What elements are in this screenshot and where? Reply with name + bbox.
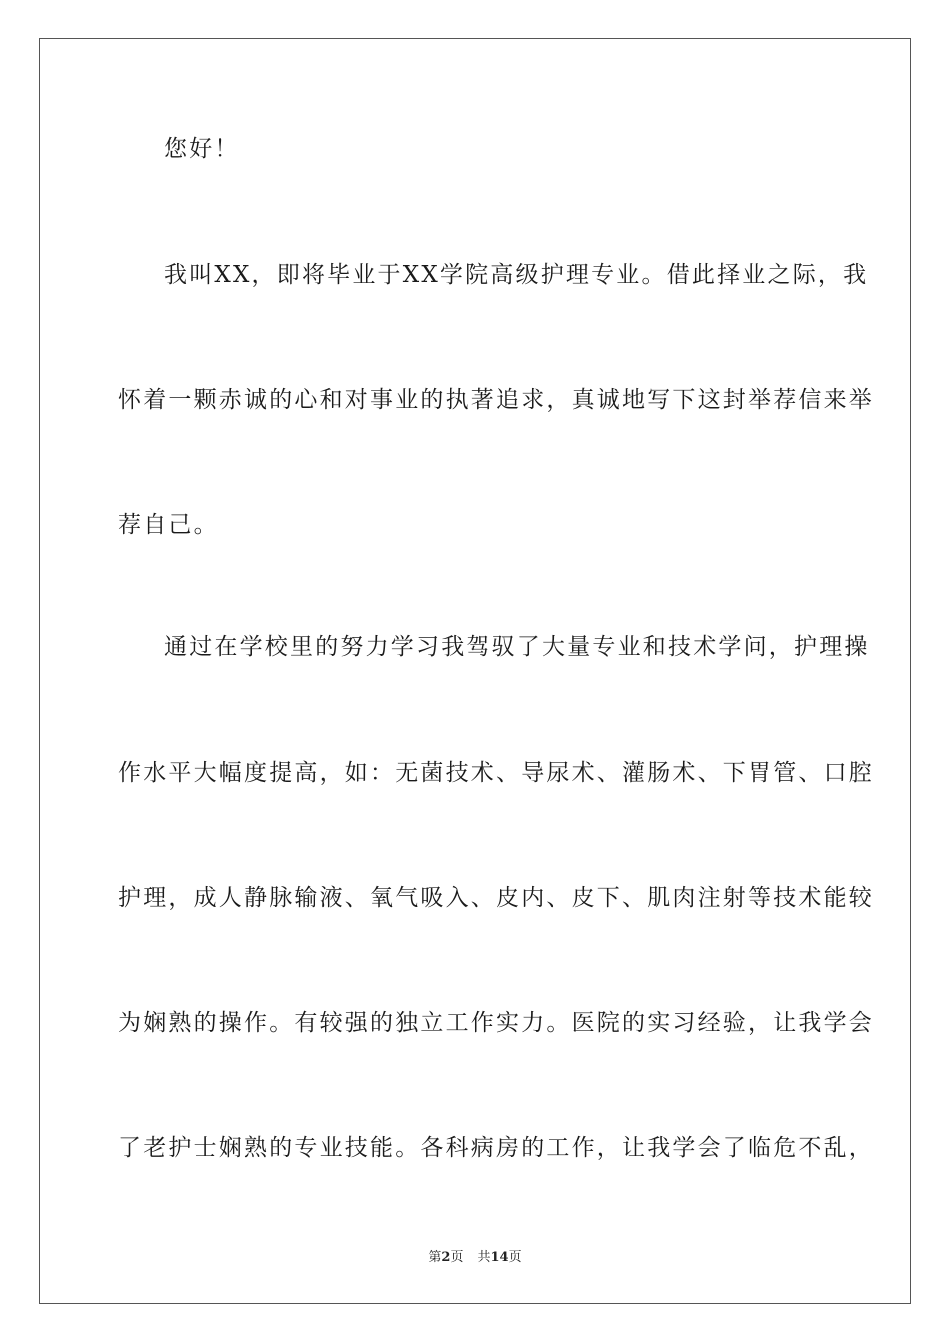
page-prefix: 第 xyxy=(428,1250,442,1265)
total-pages: 14 xyxy=(490,1250,509,1265)
page-border xyxy=(39,38,911,1304)
body-line-4: 通过在学校里的努力学习我驾驭了大量专业和技术学问，护理操 xyxy=(164,634,870,660)
body-line-2: 怀着一颗赤诚的心和对事业的执著追求，真诚地写下这封举荐信来举 xyxy=(118,387,874,413)
total-suffix: 页 xyxy=(508,1250,522,1265)
body-line-6: 护理，成人静脉输液、氧气吸入、皮内、皮下、肌肉注射等技术能较 xyxy=(118,885,874,911)
body-line-8: 了老护士娴熟的专业技能。各科病房的工作，让我学会了临危不乱， xyxy=(118,1135,874,1161)
page-suffix: 页 xyxy=(450,1250,464,1265)
body-line-1: 我叫XX，即将毕业于XX学院高级护理专业。借此择业之际，我 xyxy=(164,262,869,288)
body-line-3: 荐自己。 xyxy=(118,512,219,538)
greeting-line: 您好！ xyxy=(164,136,240,162)
body-line-5: 作水平大幅度提高，如：无菌技术、导尿术、灌肠术、下胃管、口腔 xyxy=(118,760,874,786)
page-number: 2 xyxy=(441,1250,451,1265)
total-prefix: 共 xyxy=(477,1250,491,1265)
body-line-7: 为娴熟的操作。有较强的独立工作实力。医院的实习经验，让我学会 xyxy=(118,1010,874,1036)
page-footer xyxy=(0,1250,950,1266)
